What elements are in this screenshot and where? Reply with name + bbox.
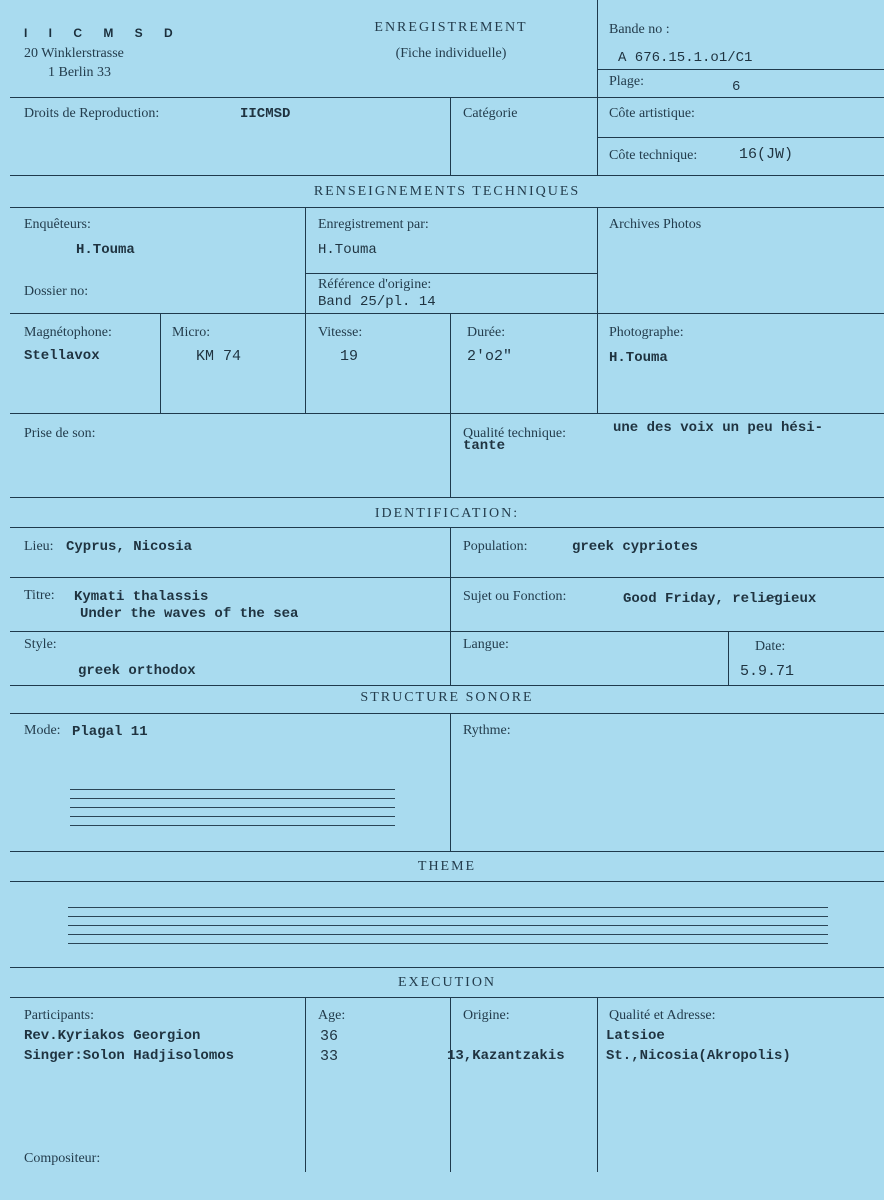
staff-line bbox=[68, 943, 828, 944]
bande-value: A 676.15.1.o1/C1 bbox=[618, 50, 753, 66]
compositeur-label: Compositeur: bbox=[24, 1151, 101, 1166]
participant-row: Singer:Solon Hadjisolomos bbox=[24, 1048, 235, 1064]
plage-label: Plage: bbox=[609, 74, 644, 89]
style-value: greek orthodox bbox=[78, 663, 196, 679]
date-label: Date: bbox=[755, 639, 786, 654]
participants-label: Participants: bbox=[24, 1008, 94, 1023]
rule-theme-bottom bbox=[10, 881, 884, 882]
rule-theme-area-bottom bbox=[10, 967, 884, 968]
rule-vert-structure-mid bbox=[450, 713, 451, 851]
rule-vert-vitesse-left bbox=[305, 313, 306, 413]
title-sub: (Fiche individuelle) bbox=[395, 46, 507, 61]
rule-cote-divider bbox=[597, 137, 884, 138]
titre-value-2: Under the waves of the sea bbox=[80, 606, 299, 622]
droits-value: IICMSD bbox=[240, 106, 291, 122]
magnetophone-label: Magnétophone: bbox=[24, 325, 112, 340]
sujet-value-part2: gieux bbox=[774, 591, 817, 607]
vitesse-value: 19 bbox=[340, 348, 359, 365]
rule-structure-bottom bbox=[10, 713, 884, 714]
bande-label: Bande no : bbox=[609, 22, 670, 37]
rule-vert-ident-mid bbox=[450, 527, 451, 685]
population-value: greek cypriotes bbox=[572, 539, 699, 555]
section-structure: STRUCTURE SONORE bbox=[360, 690, 534, 705]
rule-vert-enreg-left bbox=[305, 207, 306, 313]
rule-execution-bottom bbox=[10, 997, 884, 998]
lieu-label: Lieu: bbox=[24, 539, 54, 554]
rule-vert-micro-left bbox=[160, 313, 161, 413]
cote-technique-label: Côte technique: bbox=[609, 148, 698, 163]
qualite-technique-value-2: tante bbox=[463, 438, 506, 454]
langue-label: Langue: bbox=[463, 637, 509, 652]
rule-lieu-bottom bbox=[10, 577, 884, 578]
adresse-line-1: Latsioe bbox=[606, 1028, 665, 1044]
enqueteurs-label: Enquêteurs: bbox=[24, 217, 91, 232]
titre-label: Titre: bbox=[24, 588, 55, 603]
staff-line bbox=[70, 789, 395, 790]
rule-tech-bottom bbox=[10, 413, 884, 414]
cote-artistique-label: Côte artistique: bbox=[609, 106, 695, 121]
magnetophone-value: Stellavox bbox=[24, 348, 100, 364]
categorie-label: Catégorie bbox=[463, 106, 518, 121]
origine-label: Origine: bbox=[463, 1008, 510, 1023]
titre-value-1: Kymati thalassis bbox=[74, 589, 209, 605]
staff-line bbox=[68, 925, 828, 926]
staff-line bbox=[68, 916, 828, 917]
age-value: 36 bbox=[320, 1028, 339, 1045]
rule-prise-bottom bbox=[10, 497, 884, 498]
section-execution: EXECUTION bbox=[397, 975, 497, 990]
photographe-label: Photographe: bbox=[609, 325, 684, 340]
qualite-technique-label: Qualité technique: bbox=[463, 426, 567, 441]
rule-identification-bottom bbox=[10, 527, 884, 528]
rule-vert-origine-left bbox=[450, 997, 451, 1172]
qualite-technique-value-1: une des voix un peu hési- bbox=[613, 420, 824, 436]
enqueteurs-value: H.Touma bbox=[76, 242, 135, 258]
date-value: 5.9.71 bbox=[740, 663, 795, 680]
staff-line bbox=[68, 934, 828, 935]
section-identification: IDENTIFICATION: bbox=[374, 506, 520, 521]
micro-value: KM 74 bbox=[196, 348, 242, 365]
section-renseignements: RENSEIGNEMENTS TECHNIQUES bbox=[313, 184, 581, 199]
rule-vert-qualite-left bbox=[450, 413, 451, 497]
rule-titre-bottom bbox=[10, 631, 884, 632]
rule-vert-categorie-left bbox=[450, 97, 451, 175]
enreg-par-value: H.Touma bbox=[318, 242, 377, 258]
sujet-value-part1: Good Friday, reli bbox=[623, 591, 766, 607]
duree-value: 2'o2" bbox=[467, 348, 513, 365]
rule-renseignements-bottom bbox=[10, 207, 884, 208]
rule-vert-age-left bbox=[305, 997, 306, 1172]
age-label: Age: bbox=[318, 1008, 346, 1023]
rule-header-bottom bbox=[10, 97, 884, 98]
rule-vert-categorie-right bbox=[597, 97, 598, 175]
rythme-label: Rythme: bbox=[463, 723, 511, 738]
dossier-label: Dossier no: bbox=[24, 284, 89, 299]
rule-band-underline bbox=[597, 69, 884, 70]
rule-vert-photo-left bbox=[597, 313, 598, 413]
org-logo: I I C M S D bbox=[24, 26, 182, 40]
rule-vert-header-right bbox=[597, 0, 598, 97]
duree-label: Durée: bbox=[467, 325, 506, 340]
rule-vert-archives-left bbox=[597, 207, 598, 313]
micro-label: Micro: bbox=[172, 325, 211, 340]
staff-line bbox=[70, 807, 395, 808]
rule-droits-bottom bbox=[10, 175, 884, 176]
mode-value: Plagal 11 bbox=[72, 724, 148, 740]
lieu-value: Cyprus, Nicosia bbox=[66, 539, 193, 555]
vitesse-label: Vitesse: bbox=[318, 325, 363, 340]
org-street: 20 Winklerstrasse bbox=[24, 46, 124, 61]
photographe-value: H.Touma bbox=[609, 350, 668, 366]
droits-label: Droits de Reproduction: bbox=[24, 106, 160, 121]
section-theme: THEME bbox=[417, 859, 477, 874]
staff-line bbox=[70, 816, 395, 817]
rule-enreg-par-bottom bbox=[305, 273, 597, 274]
staff-line bbox=[70, 798, 395, 799]
population-label: Population: bbox=[463, 539, 528, 554]
reference-value: Band 25/pl. 14 bbox=[318, 294, 436, 310]
cote-technique-value: 16(JW) bbox=[739, 146, 794, 163]
participant-row: Rev.Kyriakos Georgion bbox=[24, 1028, 201, 1044]
mode-label: Mode: bbox=[24, 723, 61, 738]
rule-dossier-bottom bbox=[10, 313, 884, 314]
staff-line bbox=[68, 907, 828, 908]
origine-value: 13,Kazantzakis bbox=[447, 1048, 565, 1064]
style-label: Style: bbox=[24, 637, 57, 652]
rule-style-bottom bbox=[10, 685, 884, 686]
sujet-crossed-letter: e bbox=[765, 591, 775, 607]
rule-mode-bottom bbox=[10, 851, 884, 852]
plage-value: 6 bbox=[732, 79, 741, 95]
title-main: ENREGISTREMENT bbox=[374, 20, 528, 35]
enreg-par-label: Enregistrement par: bbox=[318, 217, 429, 232]
rule-vert-duree-left bbox=[450, 313, 451, 413]
org-city: 1 Berlin 33 bbox=[48, 65, 111, 80]
adresse-line-2: St.,Nicosia(Akropolis) bbox=[606, 1048, 791, 1064]
age-value: 33 bbox=[320, 1048, 339, 1065]
rule-vert-date-left bbox=[728, 631, 729, 685]
prise-de-son-label: Prise de son: bbox=[24, 426, 96, 441]
reference-label: Référence d'origine: bbox=[318, 277, 432, 292]
staff-line bbox=[70, 825, 395, 826]
sujet-value bbox=[623, 592, 816, 606]
adresse-label: Qualité et Adresse: bbox=[609, 1008, 716, 1023]
rule-vert-adresse-left bbox=[597, 997, 598, 1172]
sujet-label: Sujet ou Fonction: bbox=[463, 589, 567, 604]
archives-photos-label: Archives Photos bbox=[609, 217, 702, 232]
